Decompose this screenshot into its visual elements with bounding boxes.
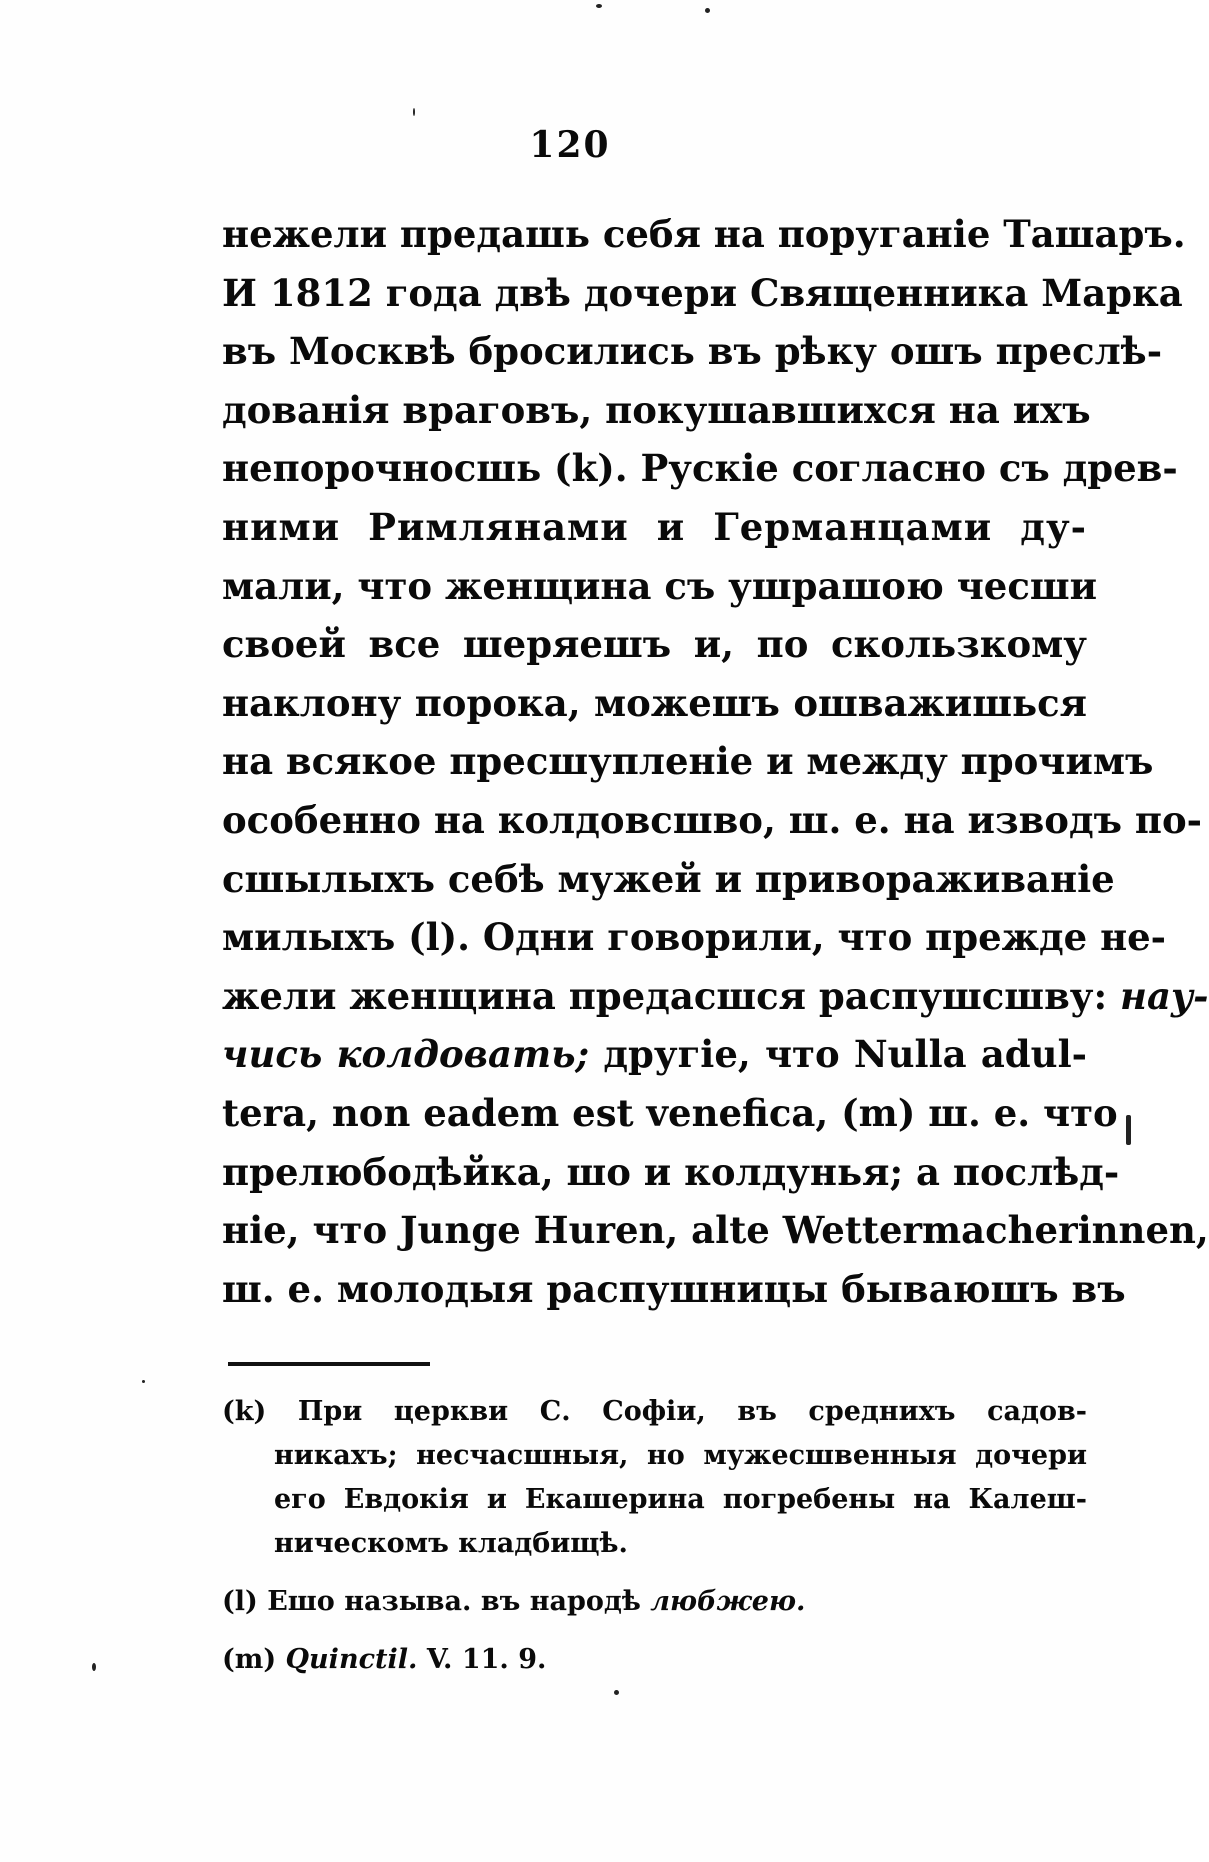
text-line: чись колдовать; другіе, что Nulla adul- (222, 1032, 1087, 1077)
scan-speck (596, 4, 602, 8)
text-line: нежели предашь себя на поруганіе Ташаръ. (222, 212, 1186, 256)
italic-phrase: нау- (1120, 973, 1209, 1018)
page-number: 120 (529, 124, 611, 166)
text-line: милыхъ (l). Одни говорили, что прежде не- (222, 915, 1167, 960)
footnote-k-line: его Евдокія и Екашерина погребены на Калеш- (274, 1484, 1087, 1515)
text-line: сшылыхъ себѣ мужей и привораживаніе (222, 856, 1115, 901)
text-line: прелюбодѣйка, шо и колдунья; а послѣд- (222, 1149, 1120, 1194)
text-line: жели женщина предасшся распушсшву: нау- (222, 973, 1209, 1018)
text-line: своей все шеряешъ и, по скользкому (222, 622, 1087, 667)
text-line: особенно на колдовсшво, ш. е. на изводъ по- (222, 797, 1202, 842)
scan-speck (1126, 1115, 1131, 1145)
text-line: И 1812 года двѣ дочери Священника Марка (222, 270, 1183, 315)
footnotes (222, 1390, 1087, 1682)
footnote-k-line: (k) При церкви С. Софіи, въ среднихъ садов- (222, 1396, 1087, 1427)
italic-phrase: чись колдовать; (222, 1032, 590, 1077)
text-line: ш. е. молодыя распушницы бываюшъ въ (222, 1266, 1126, 1311)
text-line: ними Римлянами и Германцами ду- (222, 504, 1087, 549)
footnote-k-line: никахъ; несчасшныя, но мужесшвенныя дочери (274, 1440, 1087, 1471)
text-line: tera, non eadem est venefica, (m) ш. е. что (222, 1090, 1118, 1135)
scan-speck (142, 1380, 145, 1383)
footnote-divider (228, 1362, 430, 1366)
scan-speck (92, 1663, 96, 1671)
footnote-k-line: ническомъ кладбищѣ. (274, 1528, 628, 1559)
text-line: дованія враговъ, покушавшихся на ихъ (222, 387, 1091, 432)
italic-phrase: любжею. (650, 1586, 806, 1617)
text-line: мали, что женщина съ ушрашою чесши (222, 563, 1098, 608)
text-line: въ Москвѣ бросились въ рѣку ошъ преслѣ- (222, 329, 1163, 374)
scan-speck (705, 8, 710, 13)
scan-speck (413, 108, 415, 116)
main-text (222, 205, 1209, 1318)
text-line: на всякое пресшупленіе и между прочимъ (222, 739, 1154, 784)
scan-speck (614, 1690, 619, 1695)
text-line: ніе, что Junge Huren, alte Wettermacherinnen, (222, 1208, 1209, 1253)
text-line: непорочносшь (k). Рускіе согласно съ древ- (222, 446, 1178, 491)
footnote-m: (m) Quinctil. V. 11. 9. (222, 1644, 547, 1675)
text-line: наклону порока, можешъ ошважишься (222, 680, 1087, 725)
italic-phrase: Quinctil. (285, 1644, 418, 1675)
footnote-l: (l) Ешо называ. въ народѣ любжею. (222, 1586, 806, 1617)
